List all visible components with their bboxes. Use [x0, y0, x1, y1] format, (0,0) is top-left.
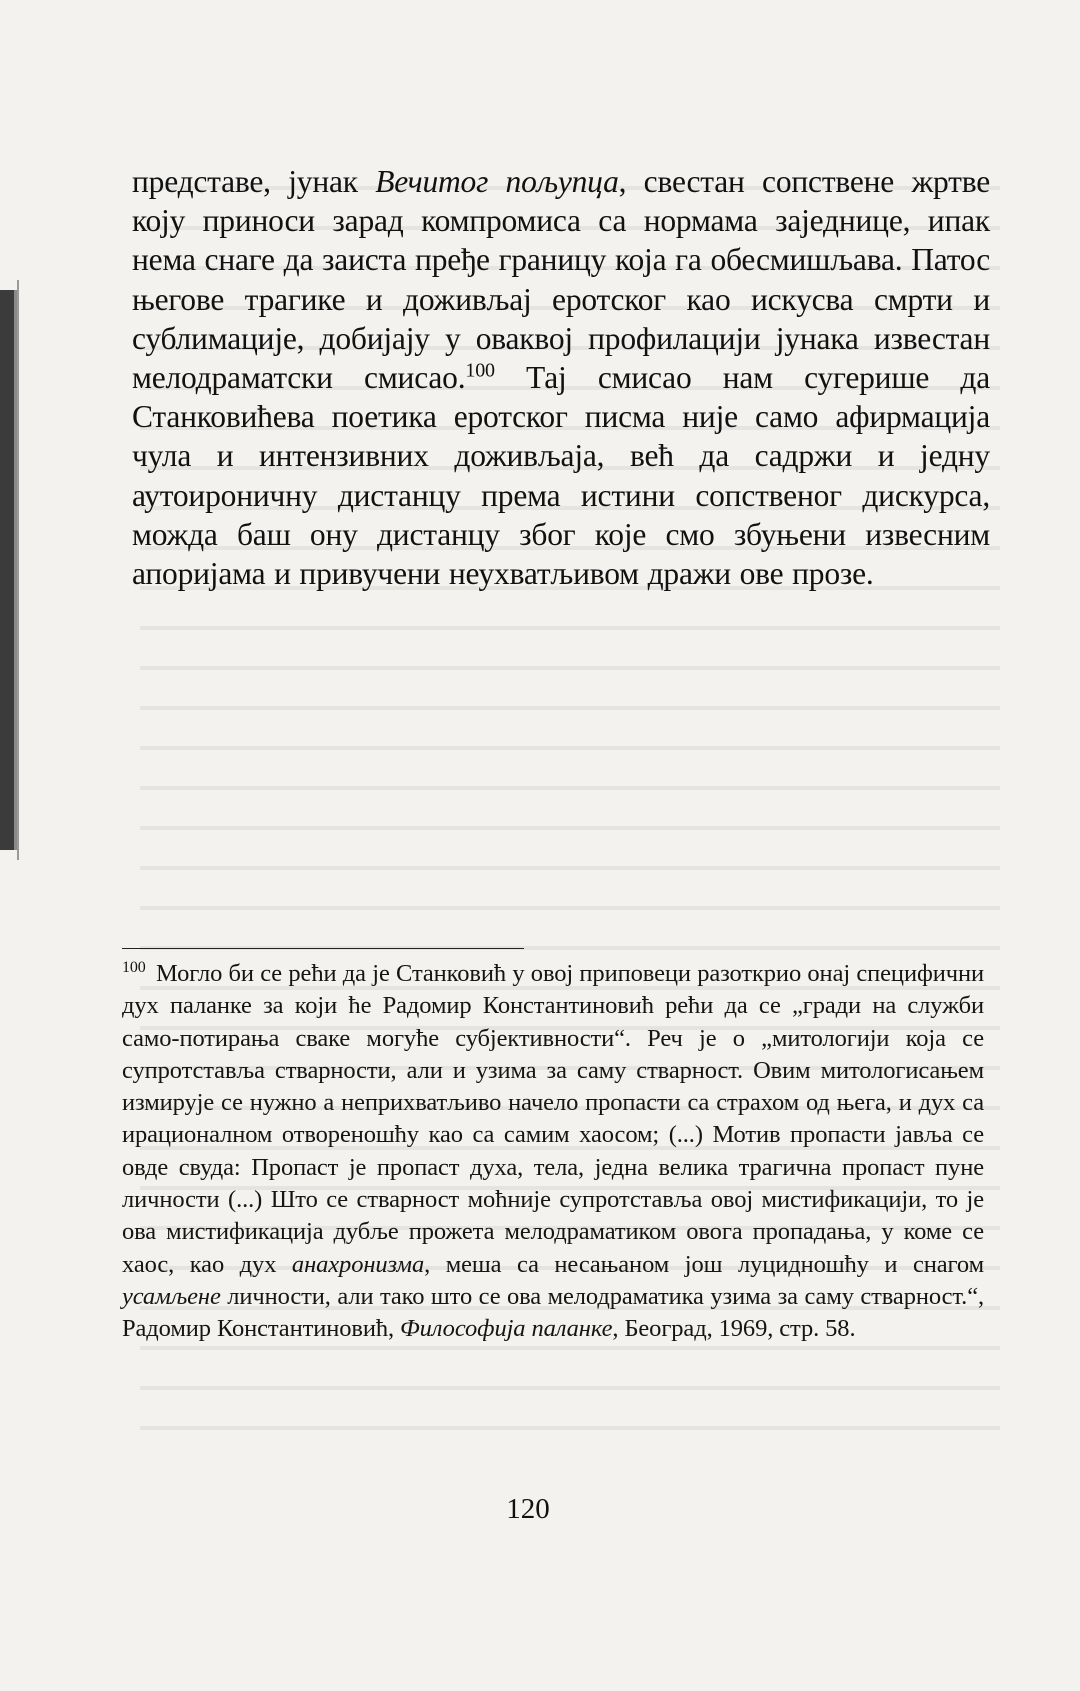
scan-binding-shadow — [0, 290, 17, 850]
body-paragraph — [132, 162, 990, 593]
body-text-run: представе, јунак — [132, 164, 376, 199]
footnote-number: 100 — [122, 958, 146, 976]
footnote-italic: анахронизма — [291, 1250, 425, 1278]
footnote-italic: усамљене — [122, 1282, 221, 1310]
footnote-reference[interactable]: 100 — [465, 359, 495, 382]
footnote-italic-title: Философија паланке — [400, 1315, 613, 1343]
italic-title: Вечитог пољупца — [375, 164, 619, 199]
body-text-run: , свестан сопствене жртве коју приноси зарад компромиса са нормама заједнице, ипак нема снаге да заиста пређе границу која га обесмишљава. Патос његове трагике и доживљај еротског као искусва смрти и сублимације, добијају у оваквој профилацији јунака известан мелодраматски смисао. — [132, 164, 990, 396]
footnote-paragraph — [122, 958, 984, 1346]
footnote-text-run: , Београд, 1969, стр. 58. — [612, 1315, 856, 1343]
footnote-text-run: личности, али тако што се ова мелодраматика узима за саму стварност.“, Радомир Константиновић, — [122, 1282, 984, 1343]
body-text — [132, 162, 990, 593]
footnote-text-run: , меша са несањаном још луцидношћу и снагом — [424, 1250, 984, 1278]
footnote-text-run: Могло би се рећи да је Станковић у овој приповеци разоткрио онај специфични дух паланке за који ће Радомир Константиновић рећи да се „гради на служби само-потирања сваке могуће субјективности“. Реч је о „митологији која се супротставља стварности, али и узима за саму стварност. Овим митологисањем измирује се нужно а неприхватљиво начело пропасти са страхом од њега, и дух са ирационалном отвореношћу као са самим хаосом; (...) Мотив пропасти јавља се овде свуда: Пропаст је пропаст духа, тела, једна велика трагична пропаст пуне личности (...) Што се стварност моћније супротставља овој мистификацији, то је ова мистификација дубље прожета мелодраматиком овога пропадања, у коме се хаос, као дух — [122, 960, 984, 1278]
body-text-run: Тај смисао нам сугерише да Станковићева поетика еротског писма није само афирмација чула и интензивних доживљаја, већ да садржи и једну аутоироничну дистанцу према истини сопственог дискурса, можда баш ону дистанцу због које смо збуњени извесним апоријама и привучени неухватљивом дражи ове прозе. — [132, 360, 990, 592]
footnote — [122, 958, 984, 1346]
page-number: 120 — [506, 1493, 550, 1525]
scan-edge-line — [17, 280, 19, 860]
footnote-separator — [122, 948, 524, 949]
